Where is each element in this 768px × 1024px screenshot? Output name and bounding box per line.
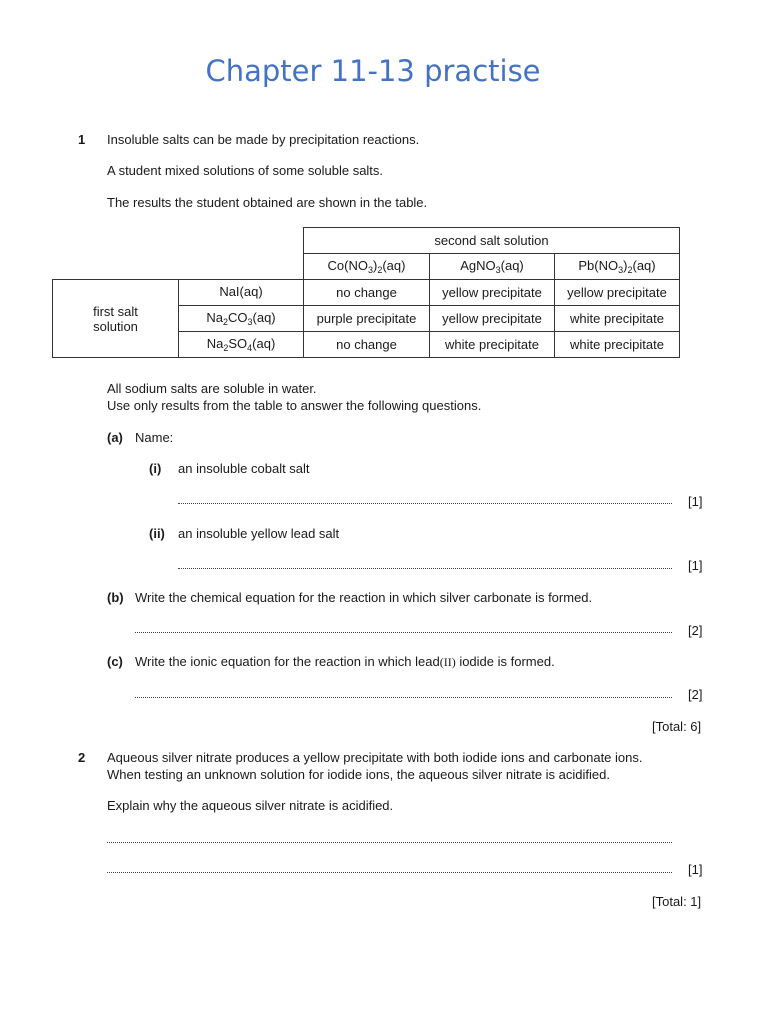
answer-line-b[interactable] xyxy=(135,632,672,633)
table-cell: yellow precipitate xyxy=(430,280,555,306)
mark-aii: [1] xyxy=(688,558,703,573)
question-2-line-3: Explain why the aqueous silver nitrate is acidified. xyxy=(107,798,394,813)
part-b-label: (b) xyxy=(107,590,124,605)
table-cell: white precipitate xyxy=(555,332,680,358)
table-cell: purple precipitate xyxy=(304,306,430,332)
answer-line-q2-2[interactable] xyxy=(107,872,672,873)
question-1-line-1: Insoluble salts can be made by precipitation reactions. xyxy=(107,132,420,147)
mark-b: [2] xyxy=(688,623,703,638)
question-1-line-3: The results the student obtained are shown in the table. xyxy=(107,195,428,210)
page-title: Chapter 11-13 practise xyxy=(205,54,541,88)
part-aii-label: (ii) xyxy=(149,526,165,541)
question-1-number: 1 xyxy=(78,132,86,147)
answer-line-ai[interactable] xyxy=(178,503,672,504)
part-a-text: Name: xyxy=(135,430,174,445)
column-header: $Co(NO_3)_2(aq)$ xyxy=(304,254,430,280)
column-header: AgNO$_3$(aq) xyxy=(430,254,555,280)
answer-line-q2-1[interactable] xyxy=(107,842,672,843)
mark-c: [2] xyxy=(688,687,703,702)
question-2-number: 2 xyxy=(78,750,86,765)
note-soluble: All sodium salts are soluble in water. xyxy=(107,381,317,396)
row-salt-label: $Na_2SO_4(aq)$ xyxy=(179,332,304,358)
table-cell: no change xyxy=(304,280,430,306)
question-2-line-1: Aqueous silver nitrate produces a yellow precipitate with both iodide ions and carbonate ions. xyxy=(107,750,643,765)
part-c-label: (c) xyxy=(107,654,123,669)
part-ai-text: an insoluble cobalt salt xyxy=(178,461,310,476)
row-header-first-salt: first salt solution xyxy=(53,280,179,358)
part-ai-label: (i) xyxy=(149,461,162,476)
part-c-text: Write the ionic equation for the reaction in which lead(II) iodide is formed. xyxy=(135,654,555,669)
table-cell: yellow precipitate xyxy=(430,306,555,332)
question-2-total: [Total: 1] xyxy=(652,894,702,909)
question-1-line-2: A student mixed solutions of some soluble salts. xyxy=(107,163,384,178)
note-use-table: Use only results from the table to answer the following questions. xyxy=(107,398,482,413)
part-a-label: (a) xyxy=(107,430,123,445)
table-cell: white precipitate xyxy=(430,332,555,358)
table-cell: white precipitate xyxy=(555,306,680,332)
column-header: $Pb(NO_3)_2(aq)$ xyxy=(555,254,680,280)
mark-q2: [1] xyxy=(688,862,703,877)
row-salt-label: NaI(aq) xyxy=(179,280,304,306)
table-cell: yellow precipitate xyxy=(555,280,680,306)
table-header-second-salt: second salt solution xyxy=(304,228,680,254)
part-b-text: Write the chemical equation for the reaction in which silver carbonate is formed. xyxy=(135,590,593,605)
table-cell: no change xyxy=(304,332,430,358)
question-1-total: [Total: 6] xyxy=(652,719,702,734)
answer-line-aii[interactable] xyxy=(178,568,672,569)
results-table xyxy=(52,227,680,358)
row-salt-label: $Na_2CO_3(aq)$ xyxy=(179,306,304,332)
question-2-line-2: When testing an unknown solution for iodide ions, the aqueous silver nitrate is acidified. xyxy=(107,767,610,782)
answer-line-c[interactable] xyxy=(135,697,672,698)
part-aii-text: an insoluble yellow lead salt xyxy=(178,526,340,541)
mark-ai: [1] xyxy=(688,494,703,509)
